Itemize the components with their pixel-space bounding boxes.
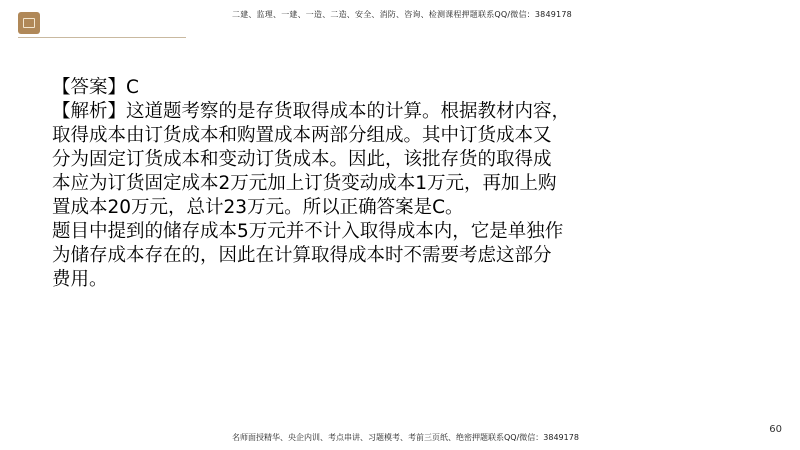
note-line-3: 费用。 (52, 269, 108, 290)
header-divider (18, 37, 186, 38)
analysis-line-1: 【解析】这道题考察的是存货取得成本的计算。根据教材内容， (52, 101, 571, 122)
analysis-line-3: 分为固定订货成本和变动订货成本。因此，该批存货的取得成 (52, 149, 552, 170)
answer-line: 【答案】C (52, 77, 139, 98)
analysis-line-4: 本应为订货固定成本2万元加上订货变动成本1万元，再加上购 (52, 173, 557, 194)
header-contact-text: 二建、监理、一建、一造、二造、安全、消防、咨询、检测课程押题联系QQ/微信：3849178 (232, 10, 572, 19)
logo-mark (23, 18, 35, 28)
note-line-2: 为储存成本存在的，因此在计算取得成本时不需要考虑这部分 (52, 245, 552, 266)
answer-explanation (52, 76, 612, 292)
analysis-line-2: 取得成本由订货成本和购置成本两部分组成。其中订货成本又 (52, 125, 552, 146)
analysis-line-5: 置成本20万元，总计23万元。所以正确答案是C。 (52, 197, 464, 218)
page-number: 60 (769, 424, 782, 435)
footer-contact-text: 名师面授精华、央企内训、考点串讲、习题模考、考前三页纸、绝密押题联系QQ/微信：3849178 (232, 433, 579, 442)
logo-icon (18, 12, 40, 34)
note-line-1: 题目中提到的储存成本5万元并不计入取得成本内，它是单独作 (52, 221, 564, 242)
